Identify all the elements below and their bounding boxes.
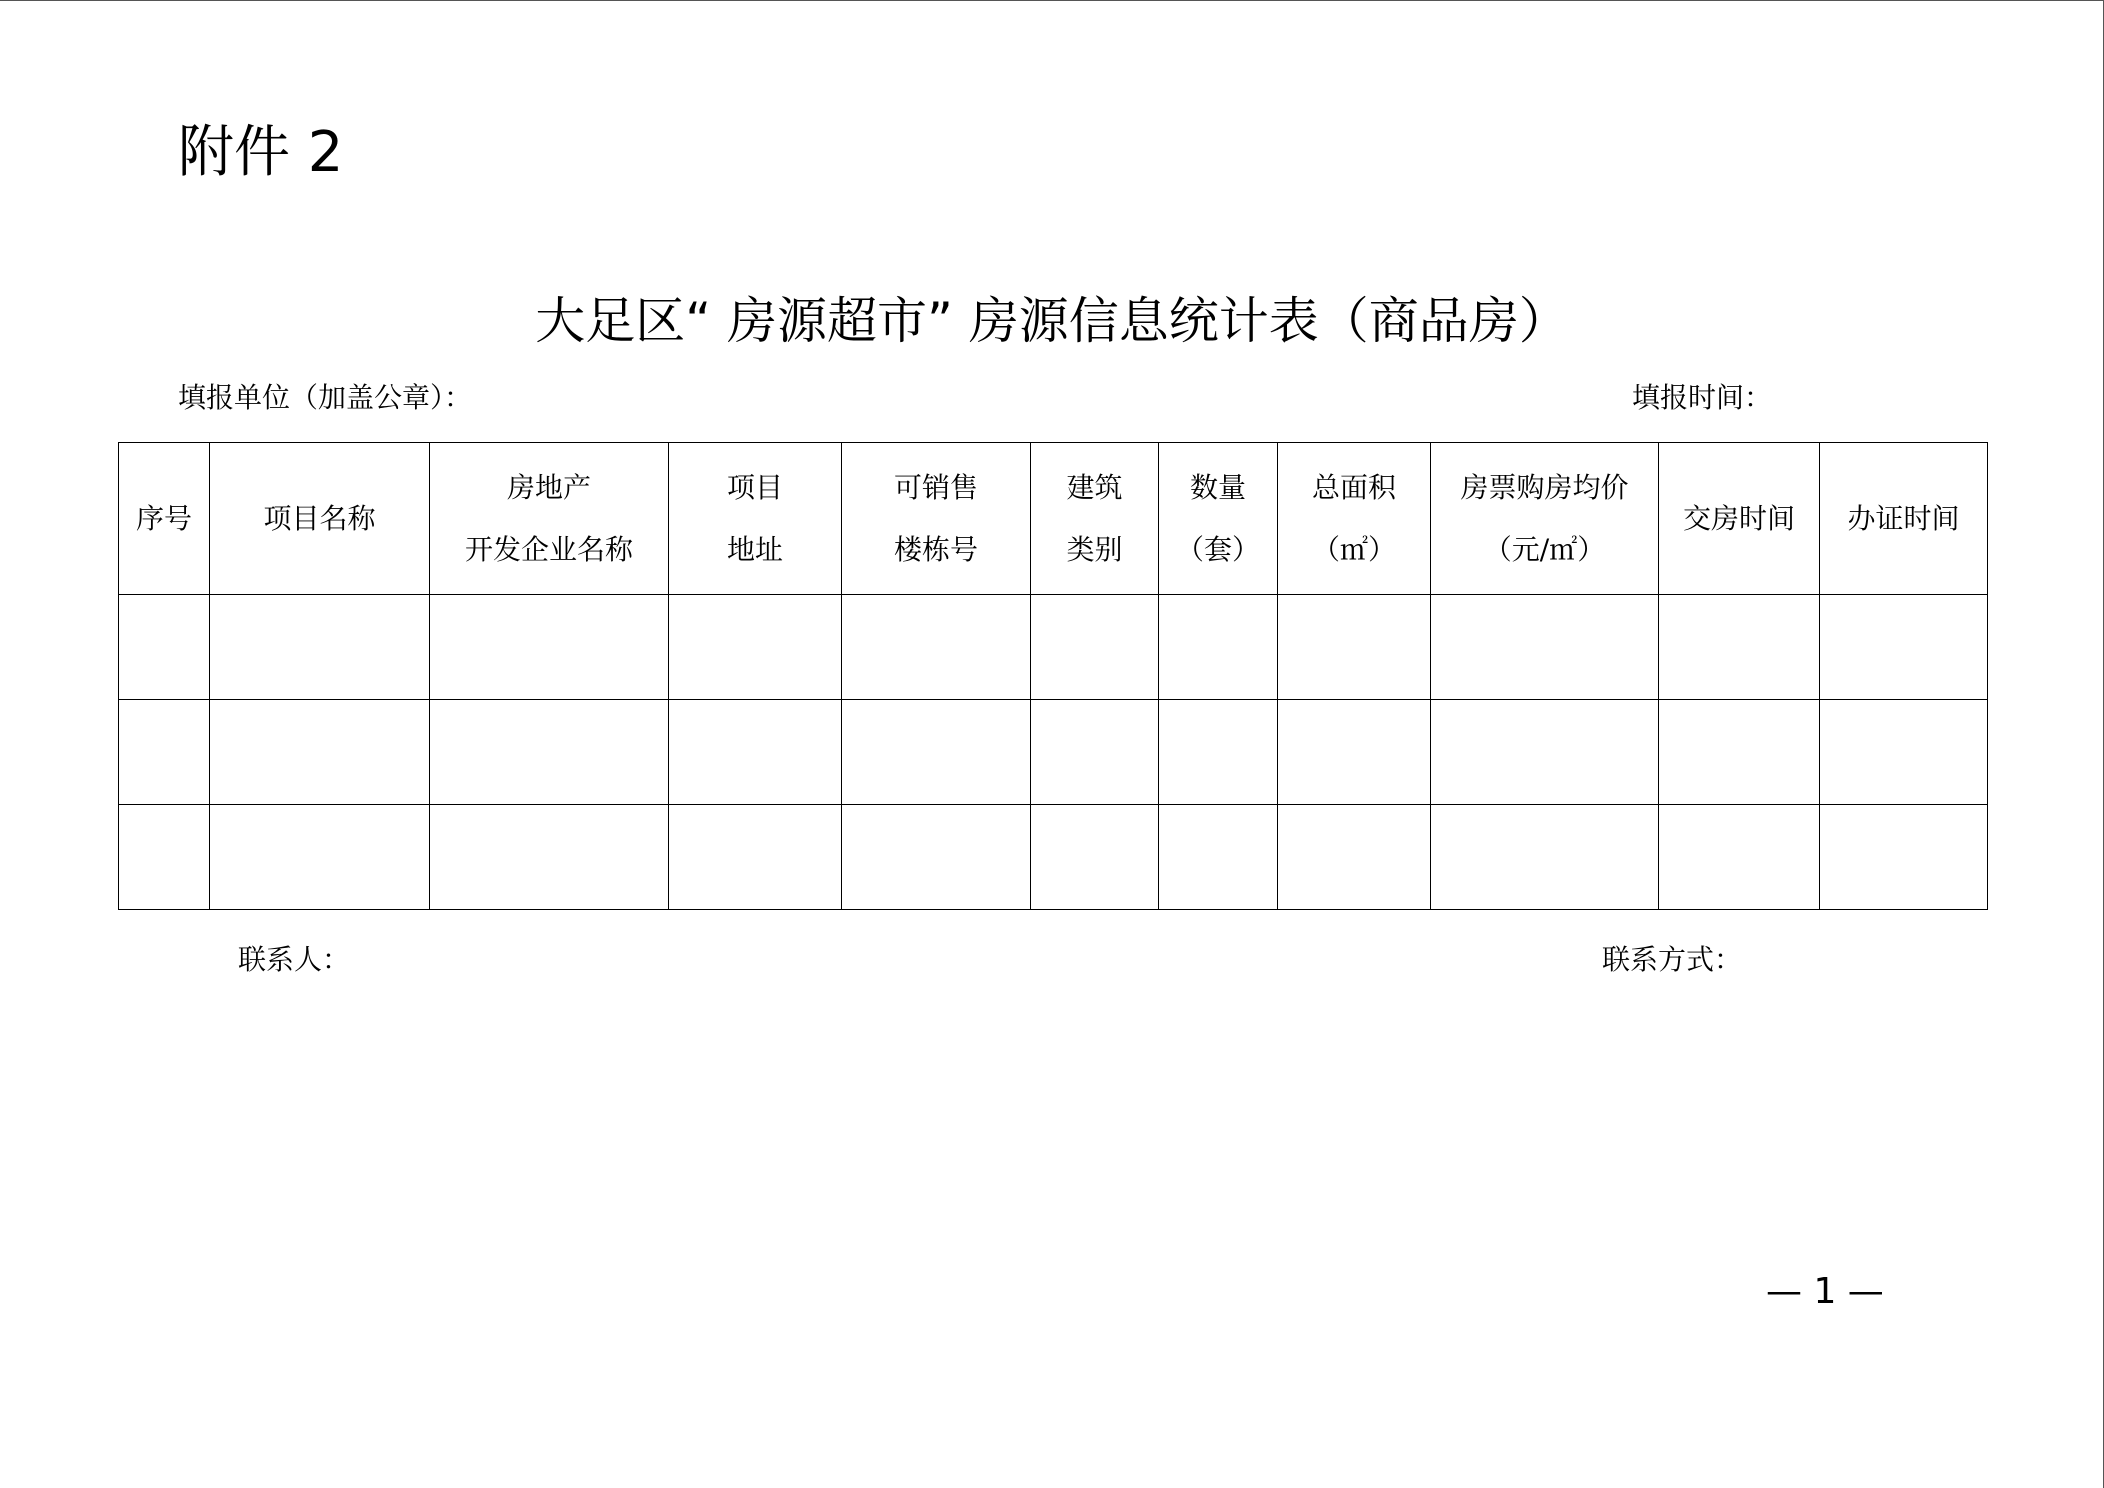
table-cell[interactable]	[1659, 595, 1820, 700]
table-cell[interactable]	[1820, 700, 1988, 805]
table-cell[interactable]	[430, 595, 669, 700]
table-cell[interactable]	[1031, 700, 1159, 805]
table-cell[interactable]	[119, 595, 210, 700]
header-delivery-time: 交房时间	[1659, 443, 1820, 595]
header-project-name: 项目名称	[210, 443, 430, 595]
table-cell[interactable]	[1159, 700, 1278, 805]
table-cell[interactable]	[210, 805, 430, 910]
attachment-label: 附件 2	[178, 120, 344, 185]
table-cell[interactable]	[119, 805, 210, 910]
table-cell[interactable]	[1431, 700, 1659, 805]
header-certificate-time: 办证时间	[1820, 443, 1988, 595]
table-cell[interactable]	[1031, 805, 1159, 910]
table-header-row	[119, 443, 1988, 595]
statistics-table	[118, 442, 1988, 910]
table-cell[interactable]	[669, 700, 842, 805]
header-total-area: 总面积 （㎡）	[1278, 443, 1431, 595]
header-average-price: 房票购房均价 （元/㎡）	[1431, 443, 1659, 595]
table-row	[119, 595, 1988, 700]
table-cell[interactable]	[1431, 595, 1659, 700]
table-cell[interactable]	[1659, 805, 1820, 910]
header-building-type: 建筑 类别	[1031, 443, 1159, 595]
table-cell[interactable]	[669, 595, 842, 700]
table-cell[interactable]	[1031, 595, 1159, 700]
table-row	[119, 805, 1988, 910]
table-cell[interactable]	[842, 700, 1031, 805]
table-cell[interactable]	[1431, 805, 1659, 910]
table-cell[interactable]	[1278, 595, 1431, 700]
fill-time-label: 填报时间：	[1632, 381, 1773, 414]
table-cell[interactable]	[210, 700, 430, 805]
contact-person-label: 联系人：	[238, 943, 351, 976]
table-cell[interactable]	[1278, 805, 1431, 910]
page-number: — 1 —	[1766, 1271, 1884, 1312]
table-cell[interactable]	[119, 700, 210, 805]
contact-method-label: 联系方式：	[1602, 943, 1743, 976]
table-cell[interactable]	[842, 805, 1031, 910]
header-unit-count: 数量 （套）	[1159, 443, 1278, 595]
header-building-number: 可销售 楼栋号	[842, 443, 1031, 595]
table-row	[119, 700, 1988, 805]
fill-unit-label: 填报单位（加盖公章）：	[178, 381, 473, 414]
table-cell[interactable]	[1659, 700, 1820, 805]
table-cell[interactable]	[1159, 805, 1278, 910]
table-cell[interactable]	[1820, 805, 1988, 910]
header-developer-name: 房地产 开发企业名称	[430, 443, 669, 595]
header-project-address: 项目 地址	[669, 443, 842, 595]
table-cell[interactable]	[430, 700, 669, 805]
document-title: 大足区“ 房源超市” 房源信息统计表（商品房）	[535, 292, 1569, 350]
table-cell[interactable]	[1278, 700, 1431, 805]
page-border-top	[0, 0, 2104, 1]
table-cell[interactable]	[1159, 595, 1278, 700]
table-cell[interactable]	[1820, 595, 1988, 700]
header-serial-number: 序号	[119, 443, 210, 595]
table-cell[interactable]	[669, 805, 842, 910]
table-cell[interactable]	[210, 595, 430, 700]
table-cell[interactable]	[842, 595, 1031, 700]
table-cell[interactable]	[430, 805, 669, 910]
